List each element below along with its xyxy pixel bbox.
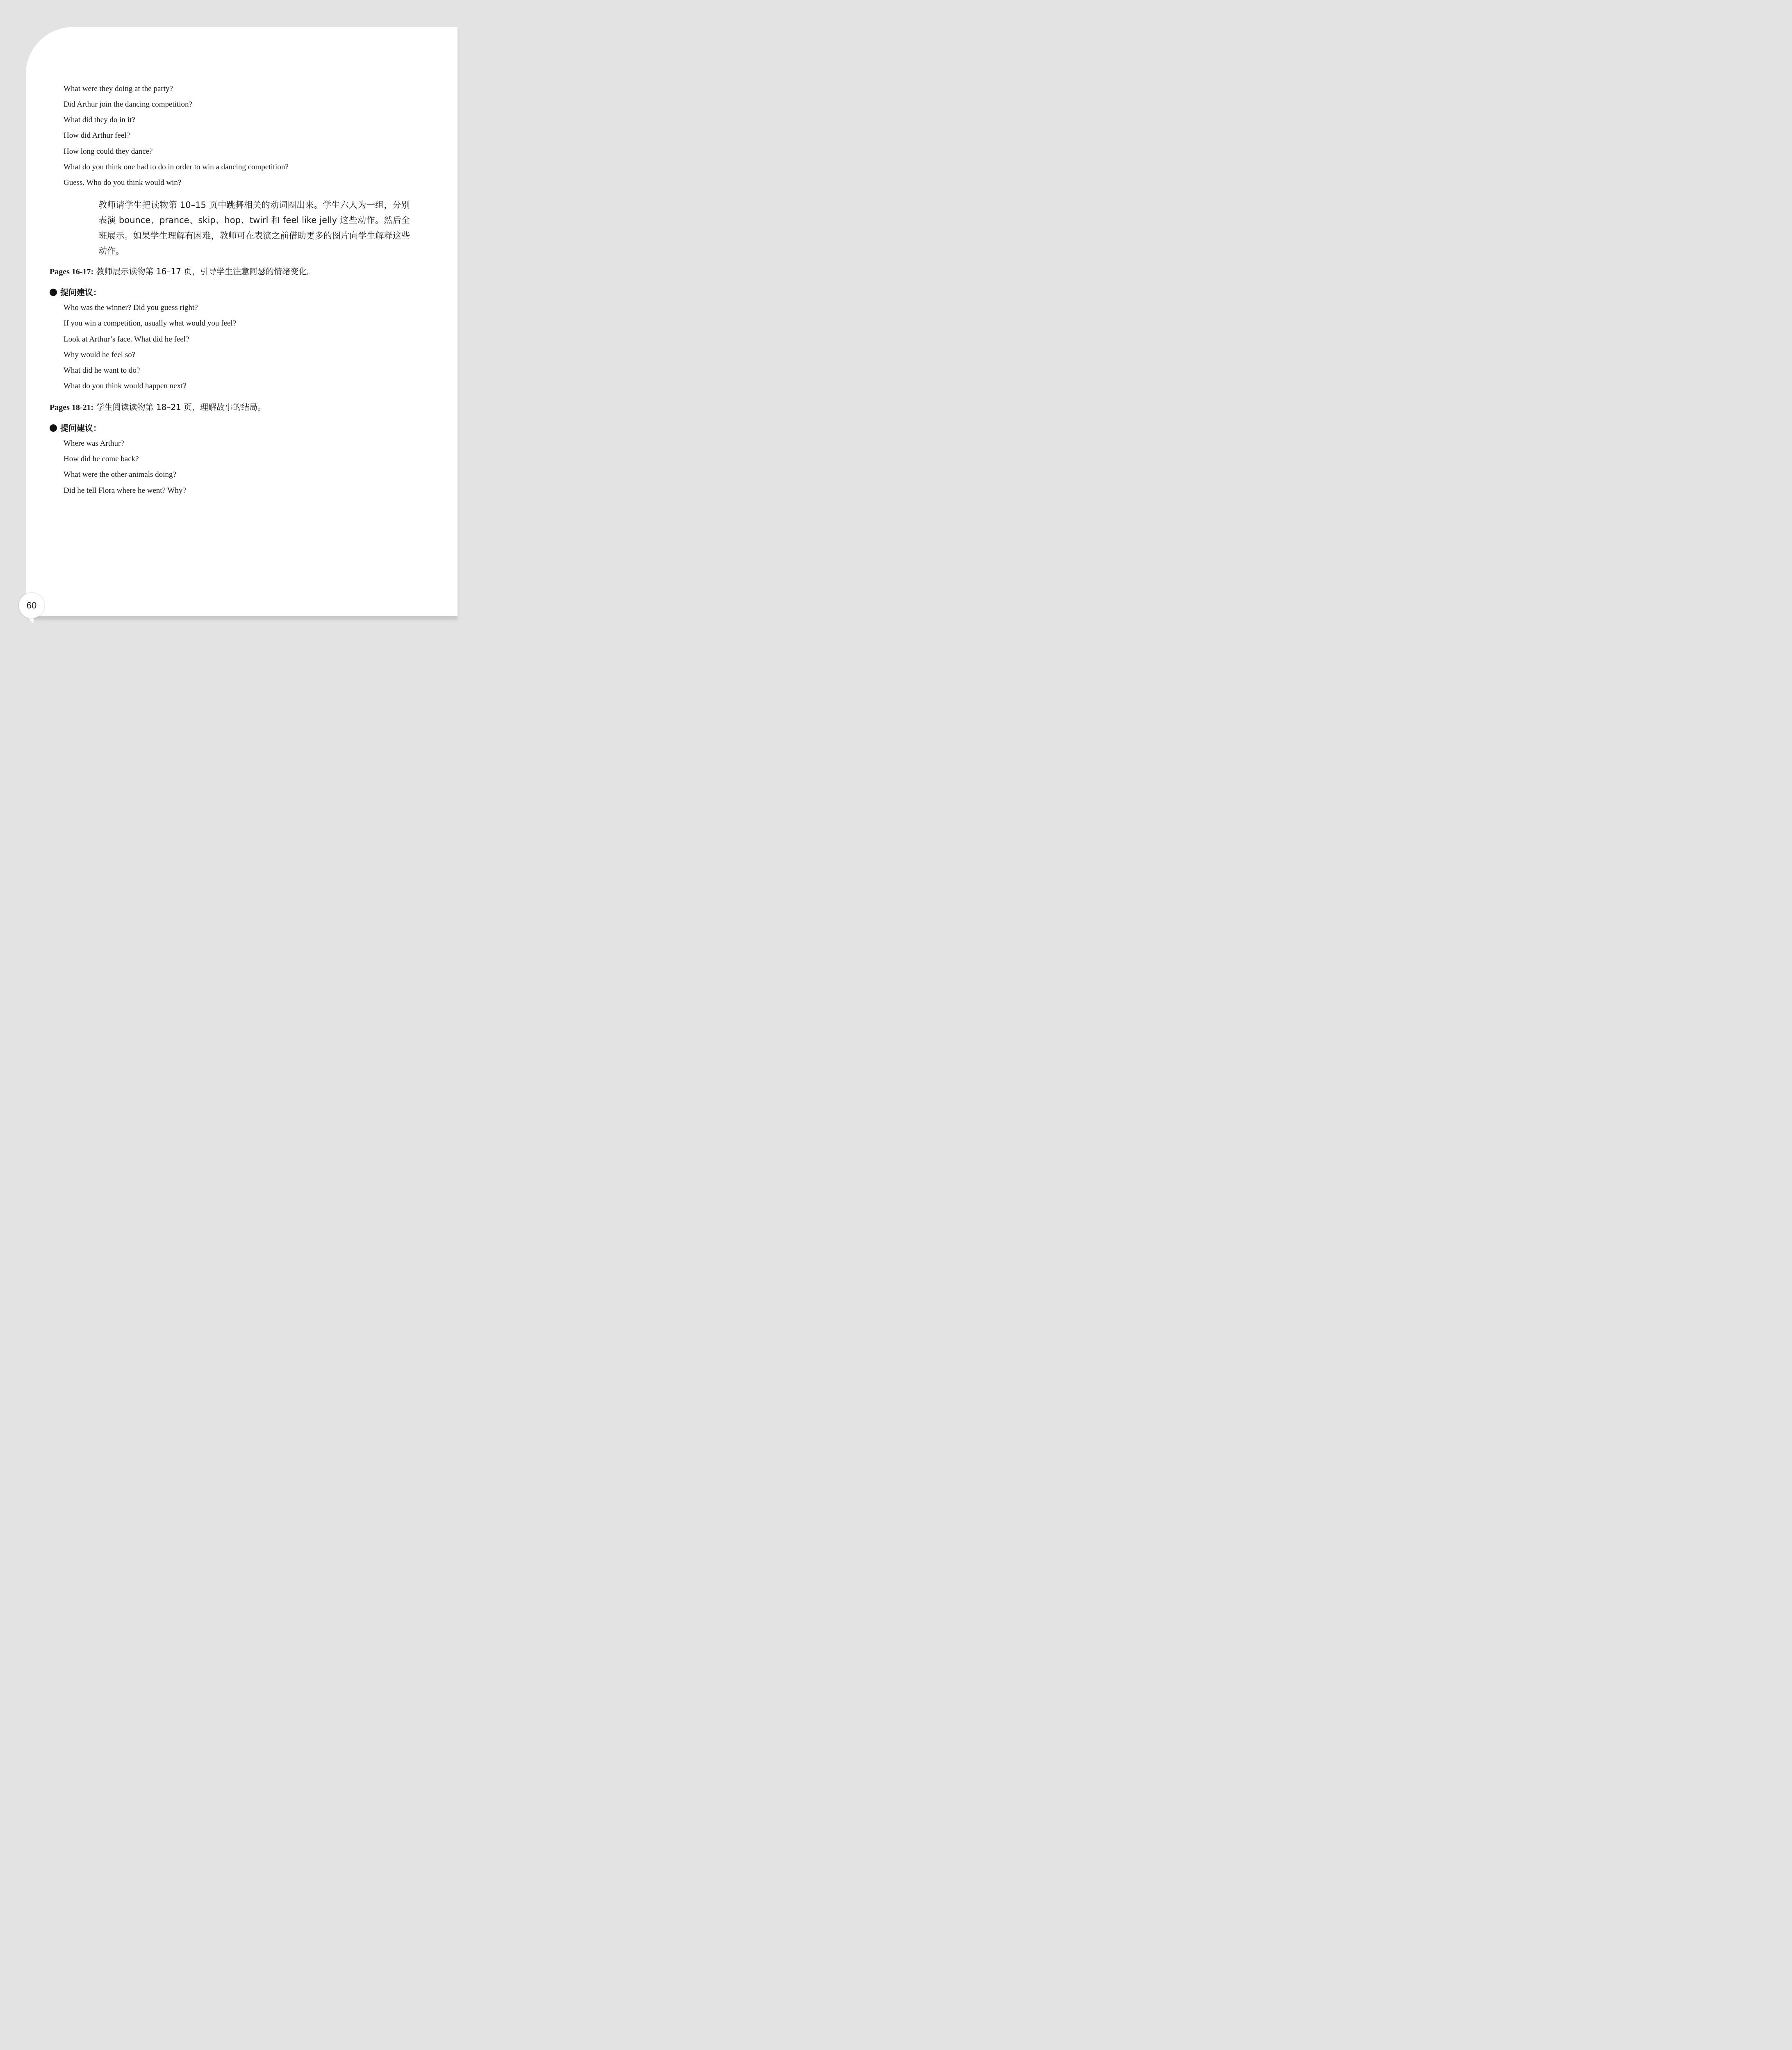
section-pages-16-17: [50, 266, 315, 277]
question-line: What did they do in it?: [64, 116, 135, 124]
question-line: What did he want to do?: [64, 366, 140, 375]
question-line: What do you think would happen next?: [64, 382, 187, 390]
bullet-icon: [50, 424, 57, 432]
question-line: What were they doing at the party?: [64, 84, 173, 93]
question-line: Who was the winner? Did you guess right?: [64, 303, 198, 312]
page-number: 60: [26, 600, 37, 610]
question-line: What were the other animals doing?: [64, 470, 176, 479]
question-line: Did he tell Flora where he went? Why?: [64, 486, 186, 495]
section-label: Pages 16-17:: [50, 267, 94, 276]
question-line: What do you think one had to do in order to win a dancing competition?: [64, 163, 289, 171]
question-line: Where was Arthur?: [64, 439, 124, 448]
question-line: How did Arthur feel?: [64, 131, 130, 140]
question-line: How did he come back?: [64, 455, 139, 463]
bullet-icon: [50, 289, 57, 296]
heading-text: 提问建议：: [60, 287, 101, 297]
section-pages-18-21: [50, 402, 266, 413]
questions-heading: [50, 287, 101, 298]
question-line: Guess. Who do you think would win?: [64, 178, 182, 187]
section-text: 学生阅读读物第 18–21 页，理解故事的结局。: [93, 402, 266, 412]
heading-text: 提问建议：: [60, 423, 101, 433]
question-line: If you win a competition, usually what would you feel?: [64, 319, 237, 328]
question-line: Why would he feel so?: [64, 351, 136, 359]
section-text: 教师展示读物第 16–17 页，引导学生注意阿瑟的情绪变化。: [93, 266, 315, 276]
question-line: How long could they dance?: [64, 147, 153, 156]
question-line: Look at Arthur’s face. What did he feel?: [64, 335, 189, 344]
questions-heading: [50, 423, 101, 433]
section-label: Pages 18-21:: [50, 403, 94, 412]
question-line: Did Arthur join the dancing competition?: [64, 100, 192, 109]
page-content: [0, 0, 458, 643]
activity-paragraph: 教师请学生把读物第 10–15 页中跳舞相关的动词圈出来。学生六人为一组，分别表演 bounce、prance、skip、hop、twirl 和 feel like jelly 这些动作。然后全班展示。如果学生理解有困难，教师可在表演之前借助更多的图片向学生解释这些动作。: [98, 200, 410, 256]
